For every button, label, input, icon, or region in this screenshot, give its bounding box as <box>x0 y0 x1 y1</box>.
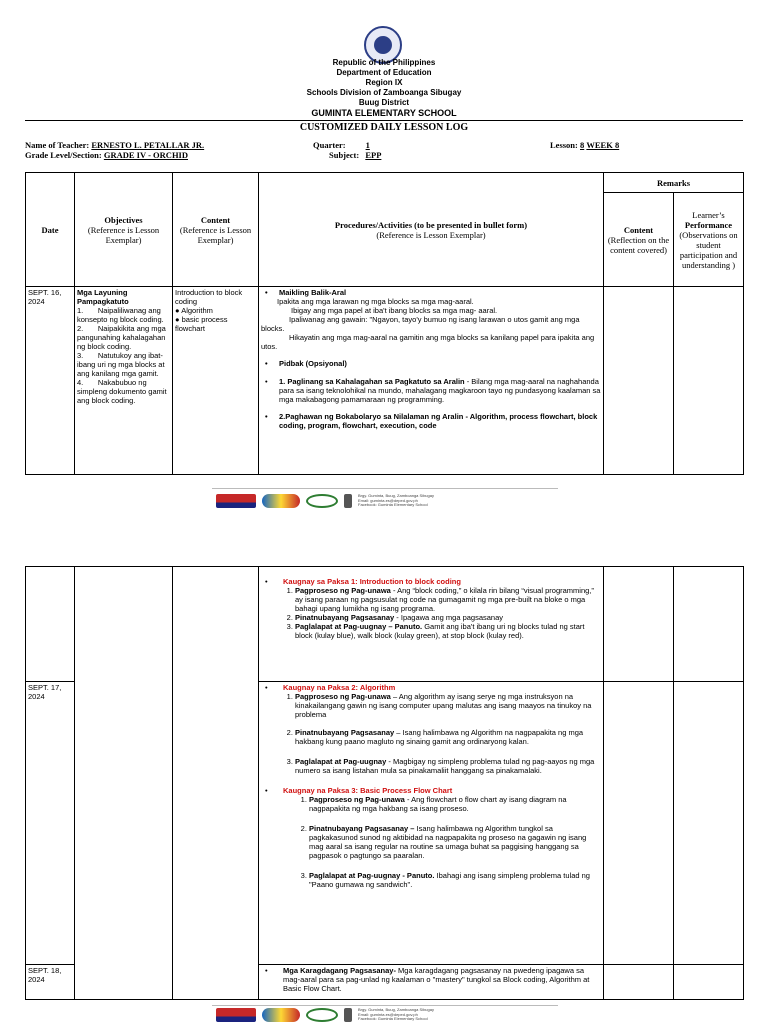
division-seal-logo <box>306 494 338 508</box>
row-date: SEPT. 16, 2024 <box>26 287 75 475</box>
row-procedures: • Mga Karagdagang Pagsasanay- Mga karagdagang pagsasanay na pwedeng ipagawa sa mag-aaral para sa pag-unlad ng kaalaman o "mastery" tungkol sa Block coding, Algorithm at Basic Flow Chart. <box>259 965 604 1000</box>
header-date: Date <box>26 173 75 287</box>
row-objectives <box>75 567 173 1000</box>
header-remarks-content: Content (Reflection on the content covered) <box>604 193 674 287</box>
lesson-info: Lesson: 8 WEEK 8 <box>550 140 620 150</box>
quarter-info: Quarter: 1 <box>313 140 370 150</box>
page-title: CUSTOMIZED DAILY LESSON LOG <box>299 122 469 133</box>
table-row <box>26 567 744 682</box>
division-seal-logo <box>306 1008 338 1022</box>
row-objectives: Mga Layuning Pampagkatuto 1. Naipaliliwanag ang konsepto ng block coding. 2. Naipakikita ang mga pangunahing kahalagahan ng block coding. 3. Natutukoy ang ibat-ibang uri ng mga blocks at ang kanilang mga gamit. 4. Nakabubuo ng simpleng dokumento gamit ang block coding. <box>75 287 173 475</box>
row-procedures: • Maikling Balik-Aral Ipakita ang mga larawan ng mga blocks sa mga mag-aaral. Ibigay ang mga papel at iba't ibang blocks sa mga mag- aaral. Ipaliwanag ang gawain: "Ngayon, tayo'y bumuo ng isang larawan o utos gamit ang mga blocks. Hikayatin ang mga mag-aaral na gamitin ang mga blocks sa kanilang papel para ipakita ang utos. • Pidbak (Opsiyonal) • 1. Paglinang sa Kahalagahan sa Pagkatuto sa Aralin - Bilang mga mag-aaral na naghahanda para sa isang teknolohikal na mundo, mahalagang magkaroon tayo ng pundasyong kaalaman sa mga makabagong pamamaraan ng programming. • 2.Paghawan ng Bokabolaryo sa Nilalaman ng Aralin - Algorithm, process flowchart, block coding, program, flowchart, execution, code <box>259 287 604 475</box>
table-row <box>26 287 744 475</box>
row-content: Introduction to block coding ● Algorithm ● basic process flowchart <box>173 287 259 475</box>
footer-address: Brgy. Guminta, Buug, Zamboanga Sibugay Email: guminta.es@deped.gov.ph Facebook: Guminta Elementary School <box>358 1007 434 1022</box>
row-date <box>26 567 75 682</box>
letterhead-line: Buug District <box>358 98 410 107</box>
grade-section: GRADE IV - ORCHID <box>103 150 189 160</box>
row-performance <box>674 682 744 965</box>
row-remarks-content <box>604 567 674 682</box>
header-performance: Learner’s Performance (Observations on student participation and understanding ) <box>674 193 744 287</box>
qr-code-icon <box>344 1008 352 1022</box>
bagong-pilipinas-logo <box>262 1008 300 1022</box>
header-objectives: Objectives (Reference is Lesson Exemplar) <box>75 173 173 287</box>
deped-matatag-logo <box>216 494 256 508</box>
letterhead-line: Republic of the Philippines <box>332 58 436 67</box>
teacher-info: Name of Teacher: ERNESTO L. PETALLAR JR. <box>25 140 205 150</box>
letterhead-line: Region IX <box>365 78 403 87</box>
qr-code-icon <box>344 494 352 508</box>
footer-divider <box>212 1005 558 1006</box>
row-remarks-content <box>604 287 674 475</box>
footer-logos <box>216 490 556 512</box>
header-content: Content (Reference is Lesson Exemplar) <box>173 173 259 287</box>
footer-logos <box>216 1007 556 1023</box>
row-performance <box>674 965 744 1000</box>
row-remarks-content <box>604 682 674 965</box>
row-performance <box>674 567 744 682</box>
lesson-log-table <box>25 172 744 475</box>
footer-divider <box>212 488 558 489</box>
row-date: SEPT. 17, 2024 <box>26 682 75 965</box>
row-date: SEPT. 18, 2024 <box>26 965 75 1000</box>
footer-address: Brgy. Guminta, Buug, Zamboanga Sibugay Email: guminta.es@deped.gov.ph Facebook: Guminta Elementary School <box>358 493 434 508</box>
school-name: GUMINTA ELEMENTARY SCHOOL <box>311 108 457 118</box>
subject-info: Subject: EPP <box>329 150 382 160</box>
row-performance <box>674 287 744 475</box>
grade-info: Grade Level/Section: GRADE IV - ORCHID <box>25 150 189 160</box>
header-remarks: Remarks <box>604 173 744 193</box>
lesson-log-table-continued <box>25 566 744 1000</box>
letterhead-line: Department of Education <box>336 68 432 77</box>
header-divider <box>25 120 743 121</box>
letterhead-line: Schools Division of Zamboanga Sibugay <box>306 88 462 97</box>
row-procedures: • Kaugnay na Paksa 2: Algorithm 1. Pagproseso ng Pag-unawa – Ang algorithm ay isang serye ng mga instruksyon na kinakailangang gawin ng isang computer upang malutas ang isang maayos na tinukoy na problema 2. Pinatnubayang Pagsasanay – Isang halimbawa ng Algorithm na nagpapakita ng mga hakbang kung paano magluto ng sinaing gamit ang ordinaryong kalan. 3. Paglalapat at Pag-uugnay - Magbigay ng simpleng problema tulad ng pag-aayos ng mga numero sa isang listahan mula sa pinakamaliit hanggang sa pinakamalaki. • Kaugnay na Paksa 3: Basic Process Flow Chart 1. Pagproseso ng Pag-unawa - Ang flowchart o flow chart ay isang diagram na nagpapakita ng mga hakbang sa isang proseso. 2. Pinatnubayang Pagsasanay – Isang halimbawa ng Algorithm tungkol sa pagkakasunod sunod ng aktibidad na nagpapakita ng proseso na gagawin ng isang mag aaral sa isang regular na routine sa umaga buhat sa paggising hanggang sa pagpasok o pagtungo sa paaralan. 3. Paglalapat at Pag-uugnay - Panuto. Ibahagi ang isang simpleng problema tulad ng "Paano gumawa ng sandwich". <box>259 682 604 965</box>
row-content <box>173 567 259 1000</box>
deped-matatag-logo <box>216 1008 256 1022</box>
header-procedures: Procedures/Activities (to be presented in bullet form) (Reference is Lesson Exemplar) <box>259 173 604 287</box>
row-remarks-content <box>604 965 674 1000</box>
teacher-name: ERNESTO L. PETALLAR JR. <box>91 140 205 150</box>
letterhead <box>0 58 768 118</box>
row-procedures: • Kaugnay sa Paksa 1: Introduction to block coding 1. Pagproseso ng Pag-unawa - Ang “block coding,” o kilala rin bilang “visual programming,” ay isang paraan ng pagsusulat ng code na gumagamit ng mga pre-built na bloke o mga bahagi upang lumikha ng isang programa. 2. Pinatnubayang Pagsasanay - Ipagawa ang mga pagsasanay 3. Paglalapat at Pag-uugnay – Panuto. Gamit ang iba't ibang uri ng blocks tulad ng start block (kulay blue), walk block (kulay green), at stop block (kulay red). <box>259 567 604 682</box>
bagong-pilipinas-logo <box>262 494 300 508</box>
